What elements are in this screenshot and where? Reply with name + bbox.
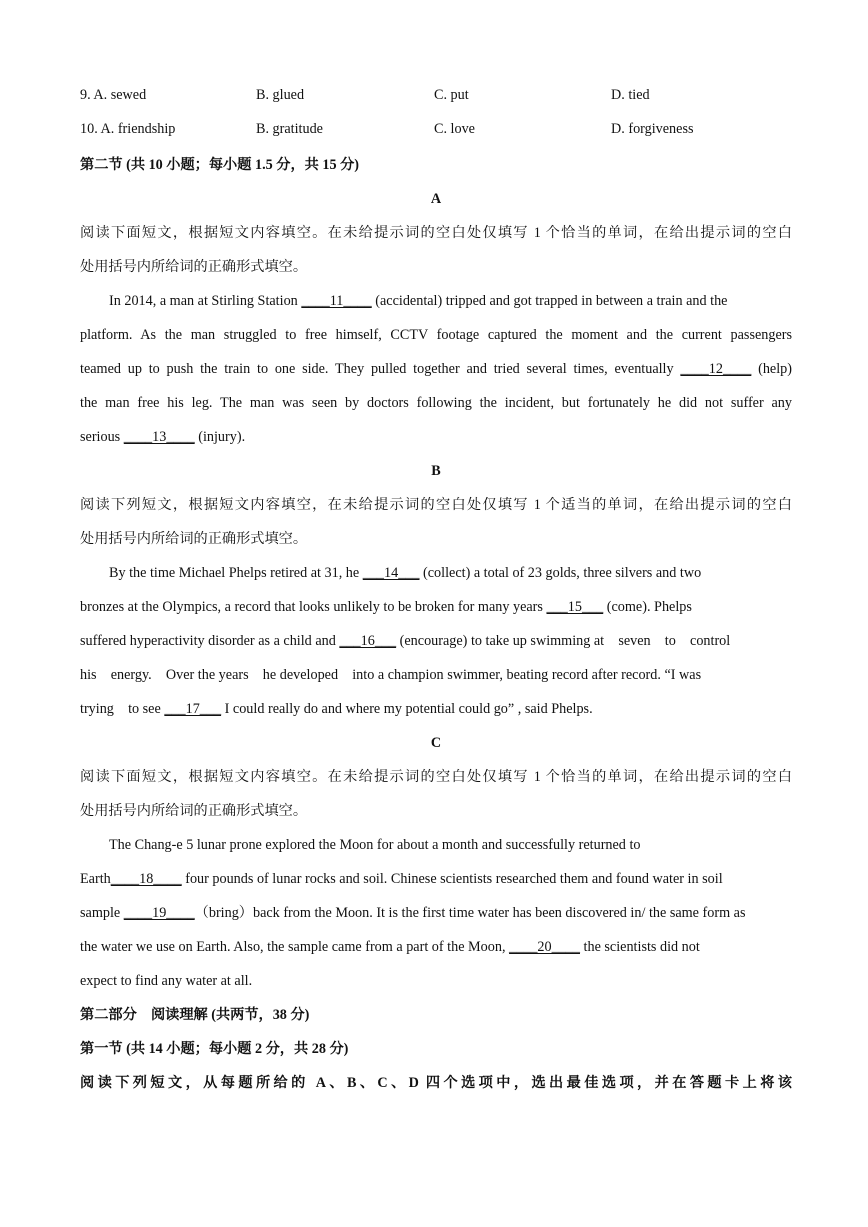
blank-19[interactable]: ____19____ (123, 905, 195, 921)
passage-a-letter: A (430, 191, 442, 207)
blank-14[interactable]: ___14___ (362, 565, 420, 581)
option-10c: C. love (434, 121, 475, 137)
option-10b: B. gratitude (256, 121, 323, 137)
option-10d: D. forgiveness (611, 121, 694, 137)
passage-c-instruction-2: 处用括号内所给词的正确形式填空。 (80, 803, 308, 819)
passage-a-line-5: serious ____13____ (injury). (80, 429, 246, 445)
option-row-10 (80, 114, 792, 148)
blank-16[interactable]: ___16___ (339, 633, 397, 649)
part2-instruction: 阅读下列短文，从每题所给的 A、B、C、D 四个选项中，选出最佳选项，并在答题卡上将该 (80, 1075, 792, 1091)
blank-15[interactable]: ___15___ (546, 599, 604, 615)
passage-b-line-4: his energy. Over the years he developed into a champion swimmer, beating record after record. “I was (80, 667, 702, 683)
exam-page (80, 80, 792, 1100)
passage-b-line-3: suffered hyperactivity disorder as a child and ___16___ (encourage) to take up swimming at seven to control (80, 633, 731, 649)
option-row-9 (80, 80, 792, 114)
passage-c-instruction-1: 阅读下面短文，根据短文内容填空。在未给提示词的空白处仅填写 1 个恰当的单词，在给出提示词的空白 (80, 769, 792, 785)
option-9c: C. put (434, 87, 469, 103)
passage-c-line-2: Earth____18____ four pounds of lunar rocks and soil. Chinese scientists researched them and found water in soil (80, 871, 723, 887)
passage-c-letter: C (430, 735, 442, 751)
blank-18[interactable]: ____18____ (110, 871, 182, 887)
section2-heading: 第二节 (共 10 小题；每小题 1.5 分，共 15 分) (80, 157, 360, 173)
passage-b-instruction-2: 处用括号内所给词的正确形式填空。 (80, 531, 308, 547)
option-9a: 9. A. sewed (80, 87, 147, 103)
option-10a: 10. A. friendship (80, 121, 176, 137)
passage-b-line-5: trying to see ___17___ I could really do and where my potential could go” , said Phelps. (80, 701, 593, 717)
option-9b: B. glued (256, 87, 305, 103)
blank-17[interactable]: ___17___ (164, 701, 222, 717)
passage-a-line-4: the man free his leg. The man was seen by doctors following the incident, but fortunately he did not suffer any (80, 395, 792, 411)
passage-a-line-3: teamed up to push the train to one side. They pulled together and tried several times, eventually ____12____ (help) (80, 361, 792, 377)
blank-11[interactable]: ____11____ (301, 293, 372, 309)
blank-20[interactable]: ____20____ (509, 939, 580, 955)
passage-a-instruction-1: 阅读下面短文，根据短文内容填空。在未给提示词的空白处仅填写 1 个恰当的单词，在给出提示词的空白 (80, 225, 792, 241)
option-9d: D. tied (611, 87, 650, 103)
passage-a-instruction-2: 处用括号内所给词的正确形式填空。 (80, 259, 308, 275)
passage-b-instruction-1: 阅读下列短文，根据短文内容填空，在未给提示词的空白处仅填写 1 个适当的单词，在给出提示词的空白 (80, 497, 792, 513)
passage-c-line-1: The Chang-e 5 lunar prone explored the Moon for about a month and successfully returned to (109, 837, 641, 853)
passage-c-line-4: the water we use on Earth. Also, the sample came from a part of the Moon, ____20____ the scientists did not (80, 939, 700, 955)
passage-b-line-2: bronzes at the Olympics, a record that looks unlikely to be broken for many years ___15___ (come). Phelps (80, 599, 692, 615)
blank-13[interactable]: ____13____ (123, 429, 195, 445)
passage-b-letter: B (431, 463, 441, 479)
passage-a-line-1: In 2014, a man at Stirling Station ____11____ (accidental) tripped and got trapped in between a train and the (109, 293, 728, 309)
passage-b-line-1: By the time Michael Phelps retired at 31, he ___14___ (collect) a total of 23 golds, three silvers and two (109, 565, 702, 581)
passage-c-line-3: sample ____19____（bring）back from the Moon. It is the first time water has been discovered in/ the same form as (80, 905, 746, 921)
part2-heading: 第二部分 阅读理解 (共两节，38 分) (80, 1007, 310, 1023)
passage-a-line-2: platform. As the man struggled to free himself, CCTV footage captured the moment and the current passengers (80, 327, 792, 343)
blank-12[interactable]: ____12____ (680, 361, 752, 377)
part2-subheading: 第一节 (共 14 小题；每小题 2 分，共 28 分) (80, 1041, 349, 1057)
passage-c-line-5: expect to find any water at all. (80, 973, 253, 989)
